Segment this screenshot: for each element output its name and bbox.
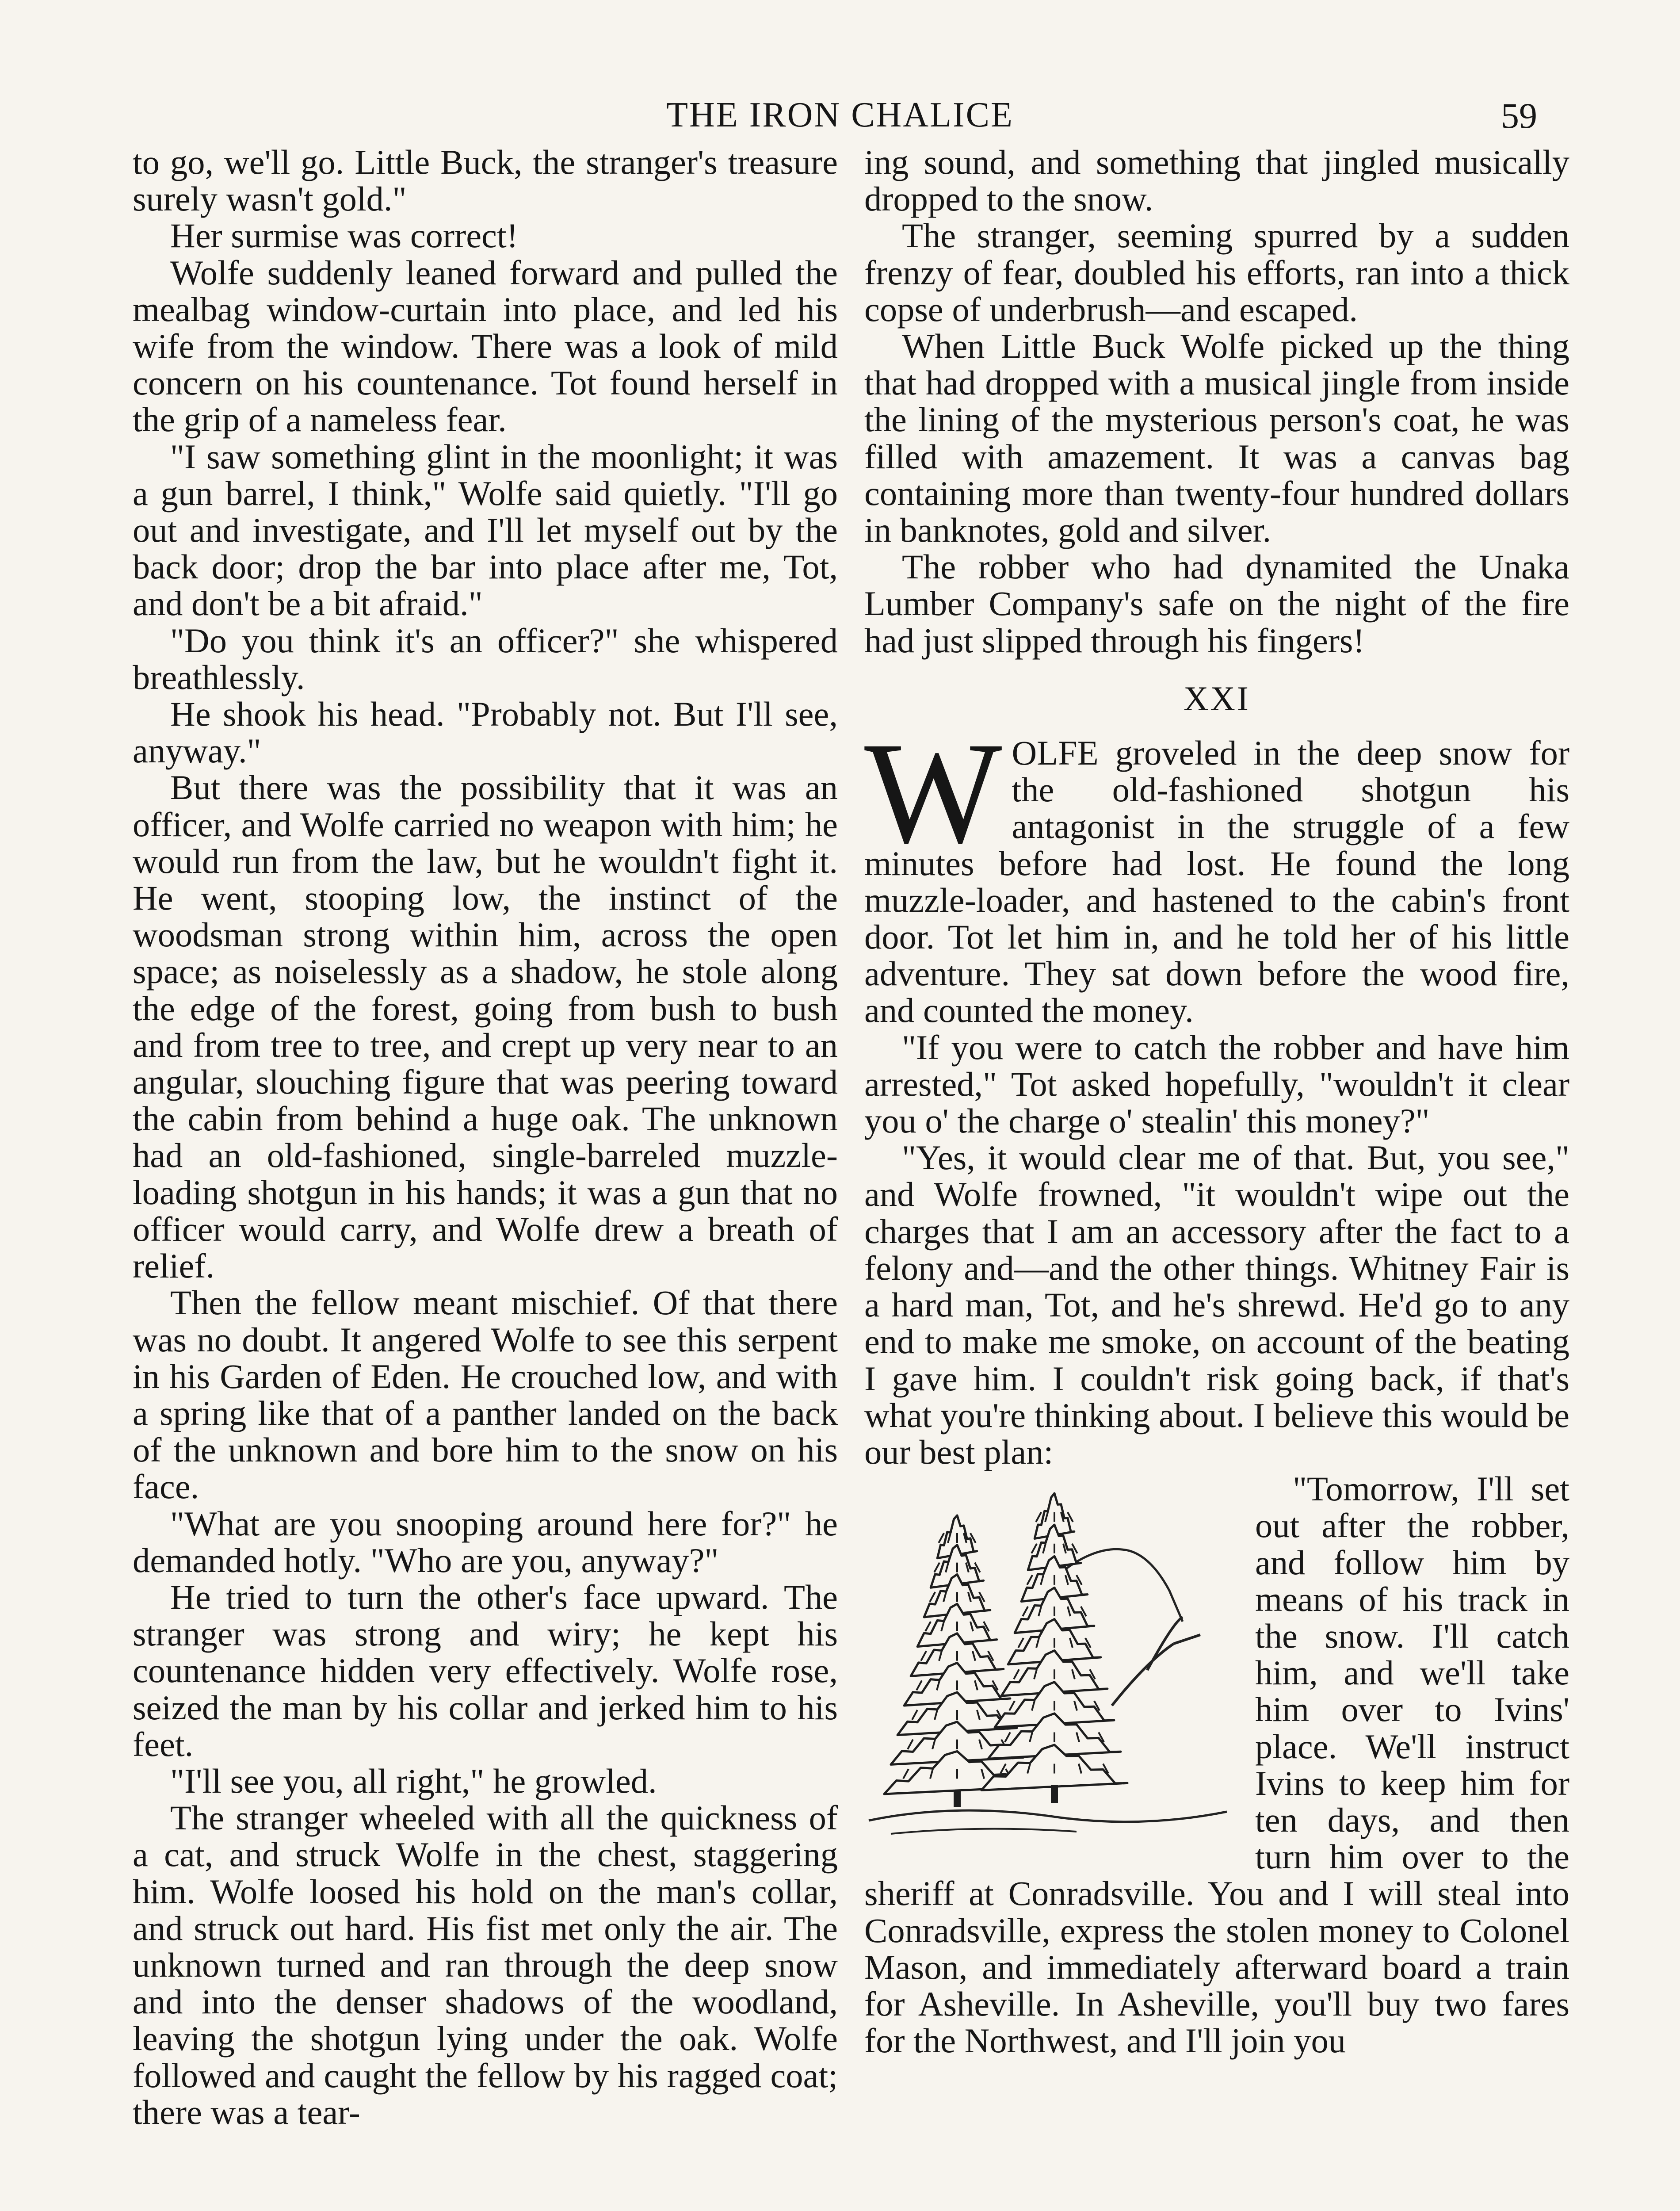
paragraph: He shook his head. "Probably not. But I'll see, anyway." (133, 695, 838, 770)
paragraph: "Do you think it's an officer?" she whispered breathlessly. (133, 621, 838, 696)
drop-cap: W (864, 712, 1002, 874)
paragraph: ing sound, and something that jingled musically dropped to the snow. (864, 143, 1569, 218)
paragraph: The stranger, seeming spurred by a sudden frenzy of fear, doubled his efforts, ran into a thick copse of underbrush—and escaped. (864, 216, 1569, 329)
left-column (133, 144, 838, 2131)
paragraph: He tried to turn the other's face upward. The stranger was strong and wiry; he kept his countenance hidden very effectively. Wolfe rose, seized the man by his collar and jerked him to his feet. (133, 1577, 838, 1763)
paragraph: But there was the possibility that it was an officer, and Wolfe carried no weapon with him; he would run from the law, but he wouldn't fight it. He went, stooping low, the instinct of the woodsman strong within him, across the open space; as noiselessly as a shadow, he stole along the edge of the forest, going from bush to bush and from tree to tree, and crept up very near to an angular, slouching figure that was peering toward the cabin from behind a huge oak. The unknown had an old-fashioned, single-barreled muzzle-loading shotgun in his hands; it was a gun that no officer would carry, and Wolfe drew a breath of relief. (133, 768, 838, 1285)
paragraph-text: OLFE groveled in the deep snow for the old-fashioned shotgun his antagonist in the struggle of a few minutes before had lost. He found the long muzzle-loader, and hastened to the cabin's front door. Tot let him in, and he told her of his little adventure. They sat down before the wood fire, and counted the money. (864, 734, 1569, 1030)
paragraph: "Tomorrow, I'll set out after the robber, and follow him by means of his track in the snow. I'll catch him, and we'll take him over to Ivins' place. We'll instruct Ivins to keep him for ten days, and then turn him over to the sheriff at Conradsville. You and I will steal into Conradsville, express the stolen money to Colonel Mason, and immediately afterward board a train for Asheville. In Asheville, you'll buy two fares for the Northwest, and I'll join you (864, 1469, 1569, 2060)
paragraph: "Yes, it would clear me of that. But, you see," and Wolfe frowned, "it wouldn't wipe out the charges that I am an accessory after the fact to a felony and—and the other things. Whitney Fair is a hard man, Tot, and he's shrewd. He'd go to any end to make me smoke, on account of the beating I gave him. I couldn't risk going back, if that's what you're thinking about. I believe this would be our best plan: (864, 1138, 1569, 1471)
paragraph: Her surmise was correct! (170, 216, 518, 255)
paragraph: "I'll see you, all right," he growled. (170, 1761, 657, 1800)
chapter-heading: XXI (1184, 679, 1250, 718)
paragraph: to go, we'll go. Little Buck, the stranger's treasure surely wasn't gold." (133, 143, 838, 218)
chapter-opening-paragraph (864, 712, 1569, 1030)
paragraph: When Little Buck Wolfe picked up the thing that had dropped with a musical jingle from inside the lining of the mysterious person's coat, he was filled with amazement. It was a canvas bag containing more than twenty-four hundred dollars in banknotes, gold and silver. (864, 327, 1569, 550)
right-column (864, 144, 1569, 2059)
paragraph: "What are you snooping around here for?" he demanded hotly. "Who are you, anyway?" (133, 1504, 838, 1580)
page-number: 59 (1501, 96, 1537, 136)
running-head: THE IRON CHALICE (666, 96, 1014, 134)
snowy-pine-trees-illustration (864, 1476, 1245, 1851)
paragraph: "I saw something glint in the moonlight; it was a gun barrel, I think," Wolfe said quietly. "I'll go out and investigate, and I'll let myself out by the back door; drop the bar into place after me, Tot, and don't be a bit afraid." (133, 437, 838, 623)
paragraph: Then the fellow meant mischief. Of that there was no doubt. It angered Wolfe to see this serpent in his Garden of Eden. He crouched low, and with a spring like that of a panther landed on the back of the unknown and bore him to the snow on his face. (133, 1283, 838, 1506)
paragraph: The robber who had dynamited the Unaka Lumber Company's safe on the night of the fire had just slipped through his fingers! (864, 547, 1569, 660)
paragraph: Wolfe suddenly leaned forward and pulled the mealbag window-curtain into place, and led his wife from the window. There was a look of mild concern on his countenance. Tot found herself in the grip of a nameless fear. (133, 253, 838, 439)
paragraph: The stranger wheeled with all the quickness of a cat, and struck Wolfe in the chest, staggering him. Wolfe loosed his hold on the man's collar, and struck out hard. His fist met only the air. The unknown turned and ran through the deep snow and into the denser shadows of the woodland, leaving the shotgun lying under the oak. Wolfe followed and caught the fellow by his ragged coat; there was a tear- (133, 1798, 838, 2131)
paragraph: "If you were to catch the robber and have him arrested," Tot asked hopefully, "wouldn't it clear you o' the charge o' stealin' this money?" (864, 1028, 1569, 1140)
